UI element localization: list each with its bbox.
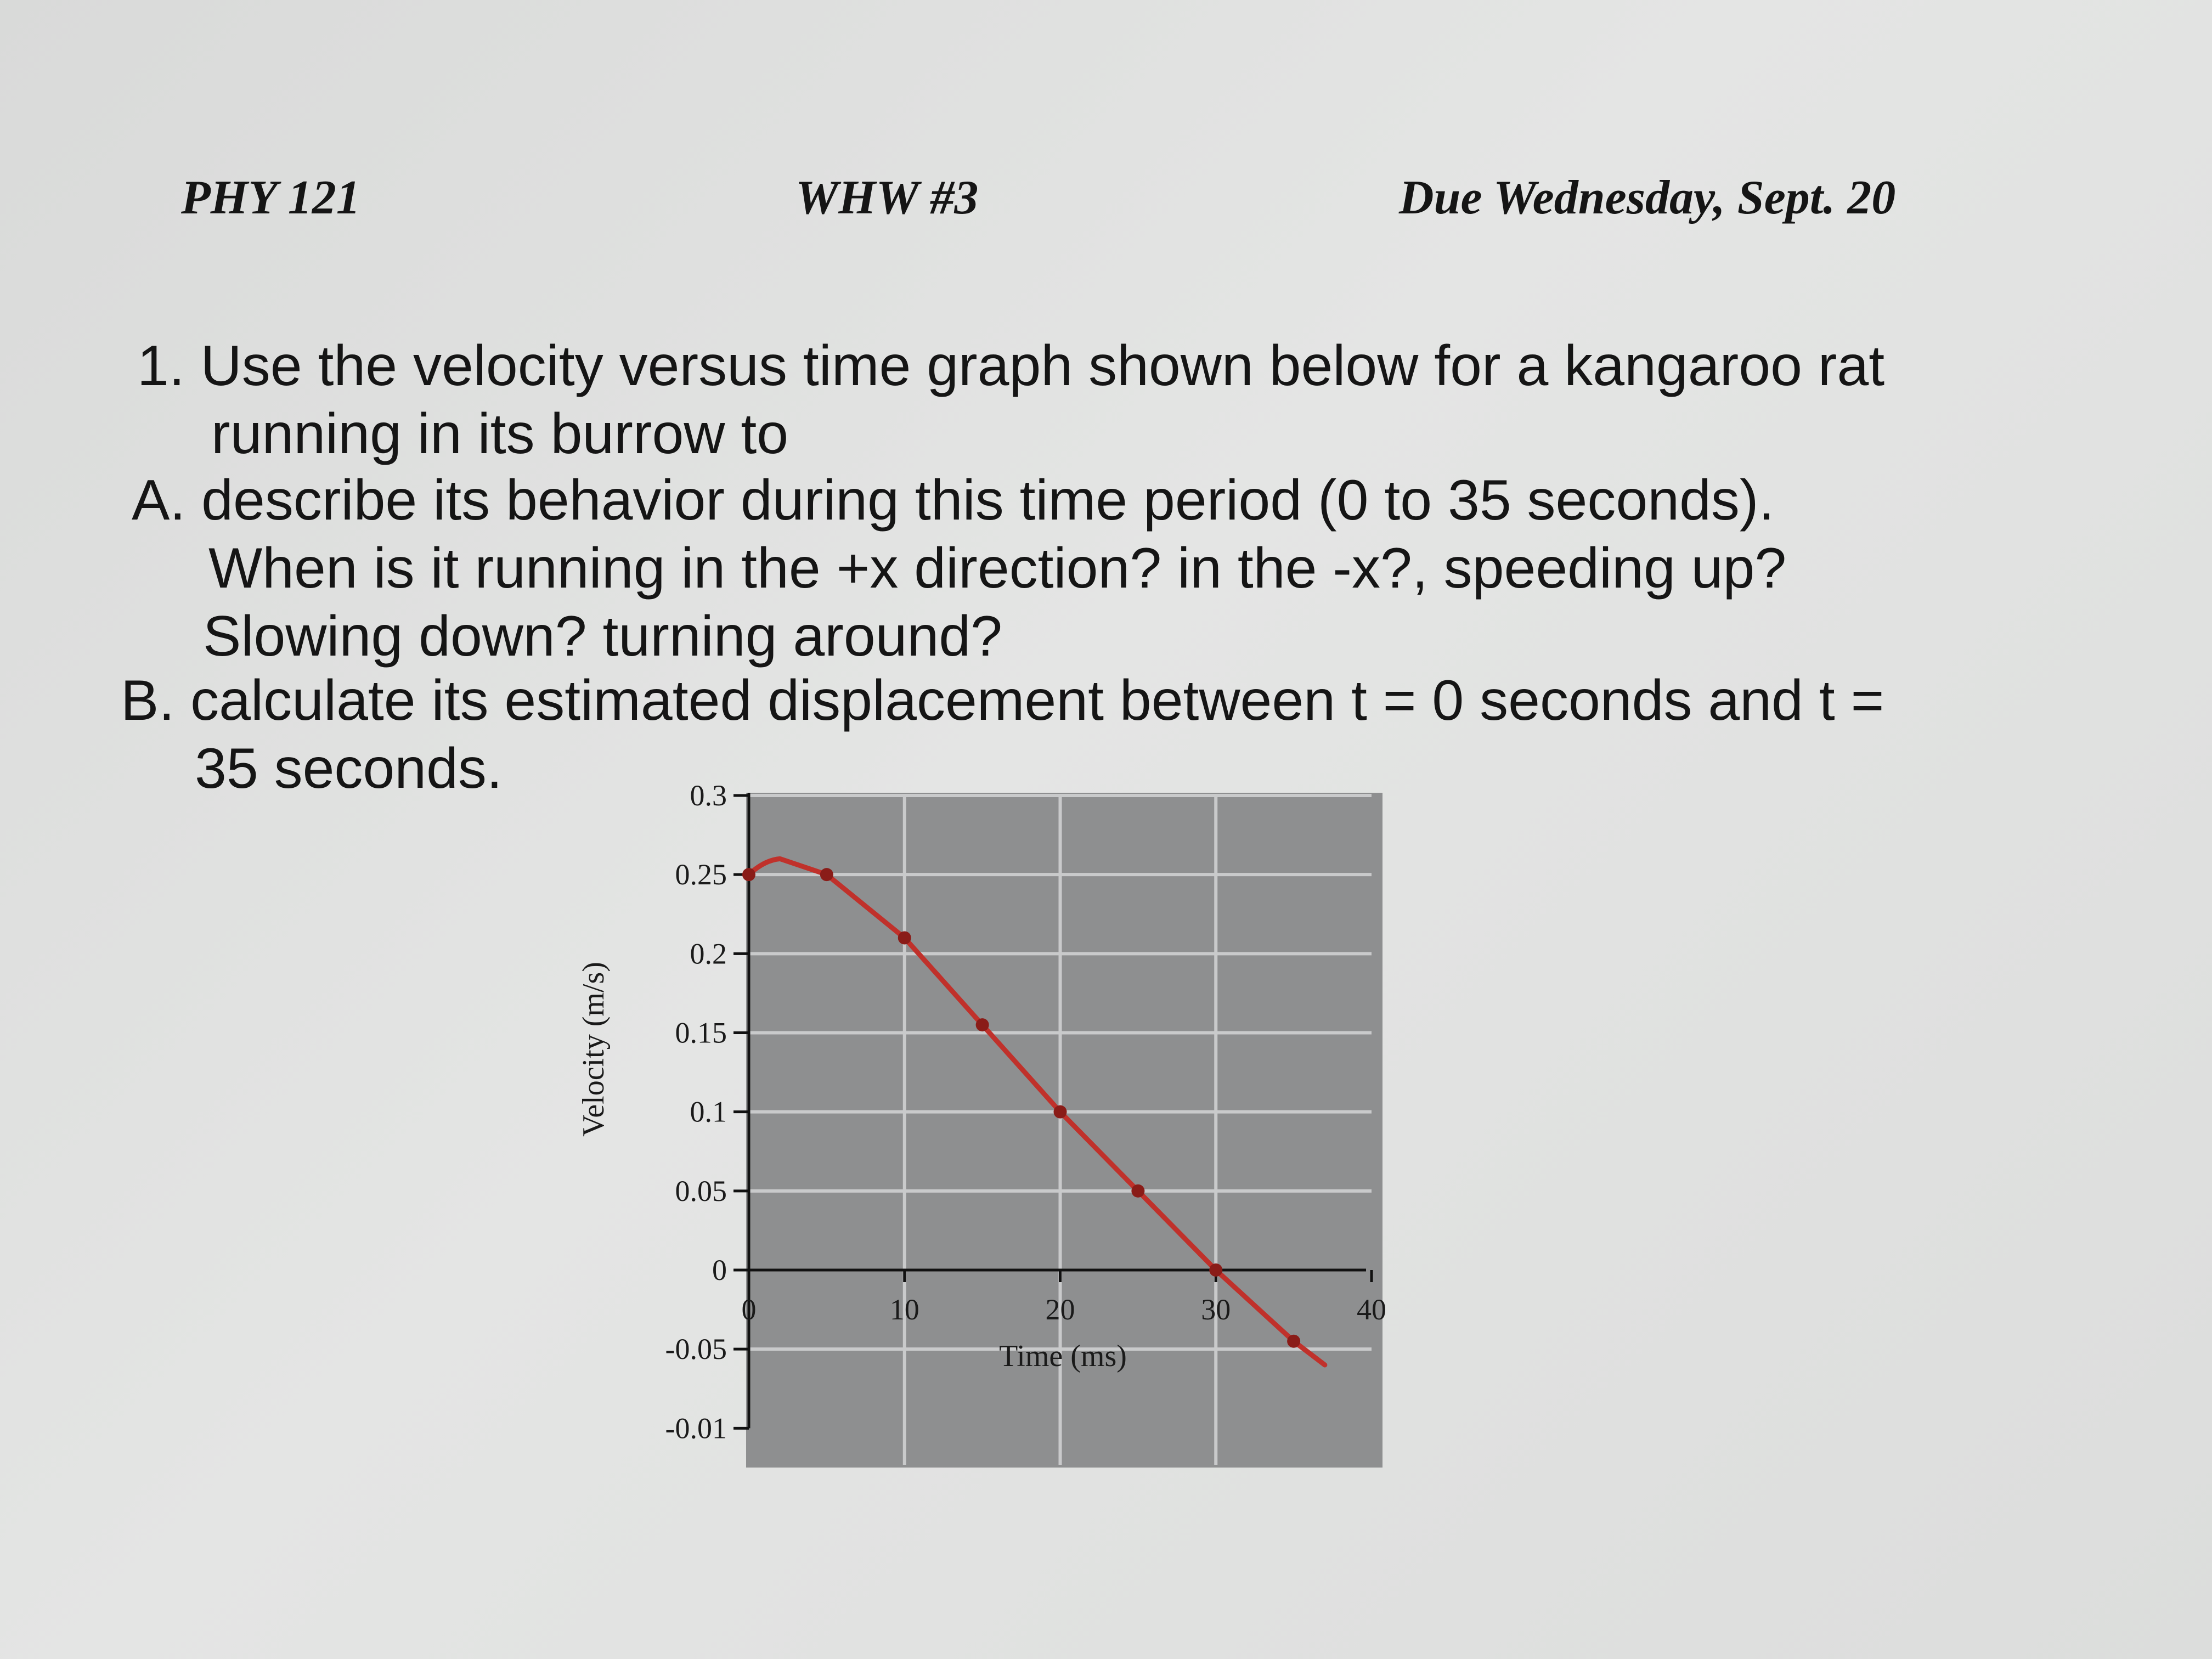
x-axis-label: Time (ms)	[999, 1339, 1127, 1373]
y-tick-label: 0.15	[675, 1016, 727, 1049]
data-point	[1131, 1184, 1144, 1198]
data-point	[976, 1018, 989, 1031]
question-number: 1.	[137, 334, 185, 398]
y-tick-label: 0	[712, 1254, 727, 1286]
part-a-label: A.	[132, 469, 186, 532]
x-tick-label: 0	[741, 1293, 757, 1326]
part-b-label: B.	[121, 669, 175, 732]
chart-svg	[560, 768, 1399, 1481]
worksheet-header	[181, 159, 1937, 236]
data-point	[742, 868, 755, 881]
data-point	[898, 932, 911, 945]
part-a-line3: Slowing down? turning around?	[203, 605, 1003, 668]
x-tick-label: 10	[889, 1293, 919, 1326]
part-a	[132, 466, 1786, 670]
y-tick-label: -0.05	[665, 1333, 727, 1366]
assignment-title: WHW #3	[795, 171, 979, 224]
y-tick-label: 0.1	[690, 1095, 727, 1128]
question-intro-line1: Use the velocity versus time graph shown below for a kangaroo rat	[200, 334, 1885, 398]
y-tick-label: -0.01	[665, 1412, 727, 1445]
x-tick-label: 20	[1045, 1293, 1075, 1326]
y-tick-label: 0.2	[690, 937, 727, 970]
part-a-line1: describe its behavior during this time period (0 to 35 seconds).	[201, 469, 1775, 532]
y-axis-label: Velocity (m/s)	[577, 962, 611, 1137]
question-intro-line2: running in its burrow to	[211, 402, 789, 466]
y-tick-label: 0.25	[675, 858, 727, 891]
y-tick-label: 0.05	[675, 1174, 727, 1207]
velocity-time-graph	[560, 768, 1399, 1481]
y-tick-label: 0.3	[690, 779, 727, 812]
question-intro	[137, 332, 1884, 468]
data-point	[1209, 1263, 1222, 1277]
x-tick-label: 30	[1201, 1293, 1231, 1326]
part-b-line1: calculate its estimated displacement between t = 0 seconds and t =	[190, 669, 1884, 732]
x-tick-label: 40	[1357, 1293, 1386, 1326]
part-a-line2: When is it running in the +x direction? in the -x?, speeding up?	[208, 537, 1787, 600]
data-point	[820, 868, 833, 881]
part-b-line2: 35 seconds.	[195, 737, 503, 800]
y-tick-labels	[665, 779, 749, 1444]
data-point	[1287, 1335, 1300, 1348]
due-date: Due Wednesday, Sept. 20	[1399, 171, 1896, 224]
course-code: PHY 121	[181, 171, 360, 224]
data-point	[1054, 1105, 1067, 1119]
